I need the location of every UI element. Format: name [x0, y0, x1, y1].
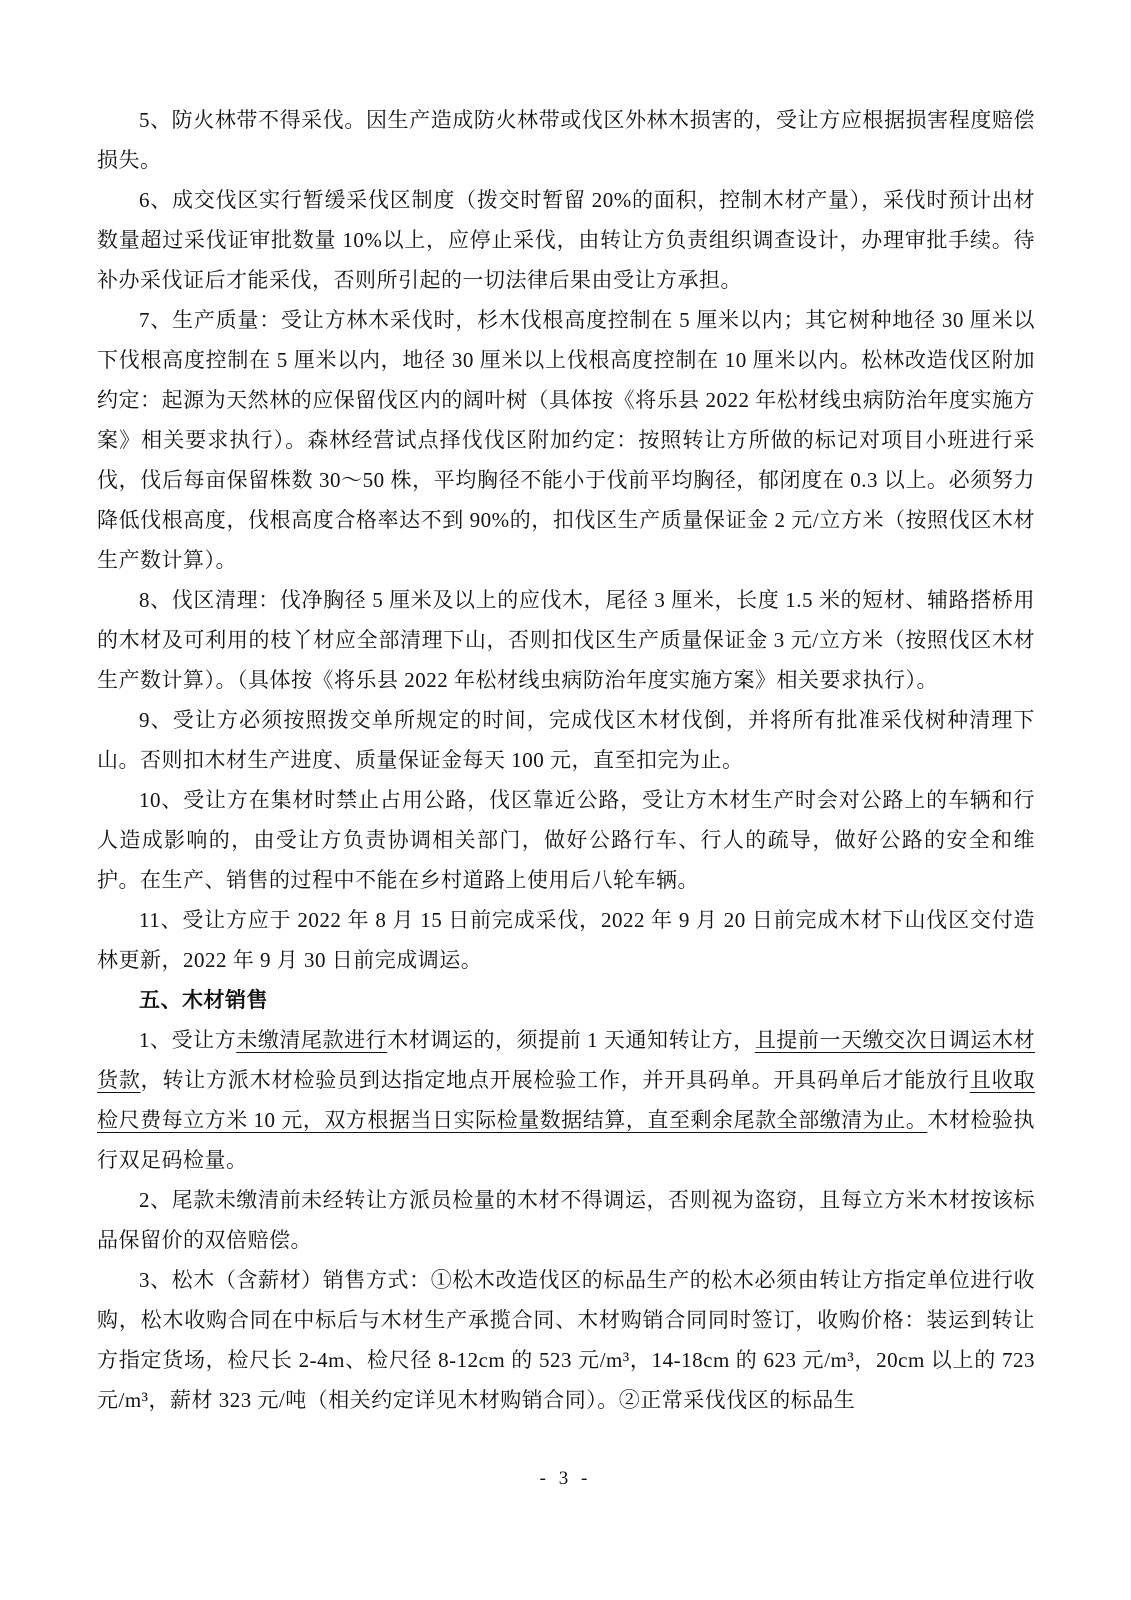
paragraph	[97, 700, 1035, 780]
underlined-text-run: 未缴清尾款进行	[236, 1028, 388, 1052]
section-heading	[97, 980, 1035, 1020]
paragraph	[97, 580, 1035, 700]
paragraph	[97, 1020, 1035, 1180]
underlined-text-run: 且收取检尺费每立方米 10 元，	[97, 1068, 1036, 1132]
page-number: - 3 -	[539, 1468, 592, 1489]
text-run: 6、成交伐区实行暂缓采伐区制度（拨交时暂留 20%的面积，控制木材产量），采伐时预计出材数量超过采伐证审批数量 10%以上，应停止采伐，由转让方负责组织调查设计，办理审批手续。待补办采伐证后才能采伐，否则所引起的一切法律后果由受让方承担。	[97, 188, 1035, 292]
text-run: 1、受让方	[139, 1028, 237, 1052]
paragraph	[97, 1260, 1035, 1420]
text-run: 9、受让方必须按照拨交单所规定的时间，完成伐区木材伐倒，并将所有批准采伐树种清理下山。否则扣木材生产进度、质量保证金每天 100 元，直至扣完为止。	[97, 708, 1035, 772]
text-run: 7、生产质量：受让方林木采伐时，杉木伐根高度控制在 5 厘米以内；其它树种地径 30 厘米以下伐根高度控制在 5 厘米以内，地径 30 厘米以上伐根高度控制在 10 厘米以内。松林改造伐区附加约定：起源为天然林的应保留伐区内的阔叶树（具体按《将乐县 2022 年松材线虫病防治年度实施方案》相关要求执行）。森林经营试点择伐伐区附加约定：按照转让方所做的标记对项目小班进行采伐，伐后每亩保留株数 30～50 株，平均胸径不能小于伐前平均胸径，郁闭度在 0.3 以上。必须努力降低伐根高度，伐根高度合格率达不到 90%的，扣伐区生产质量保证金 2 元/立方米（按照伐区木材生产数计算）。	[97, 308, 1035, 572]
text-run: 五、木材销售	[139, 988, 268, 1012]
text-run: 2、尾款未缴清前未经转让方派员检量的木材不得调运，否则视为盗窃，且每立方米木材按该标品保留价的双倍赔偿。	[97, 1188, 1035, 1252]
paragraph	[97, 100, 1035, 180]
text-run: 10、受让方在集材时禁止占用公路，伐区靠近公路，受让方木材生产时会对公路上的车辆和行人造成影响的，由受让方负责协调相关部门，做好公路行车、行人的疏导，做好公路的安全和维护。在生产、销售的过程中不能在乡村道路上使用后八轮车辆。	[97, 788, 1035, 892]
paragraph	[97, 180, 1035, 300]
paragraph	[97, 900, 1035, 980]
text-run: 8、伐区清理：伐净胸径 5 厘米及以上的应伐木，尾径 3 厘米，长度 1.5 米的短材、辅路搭桥用的木材及可利用的枝丫材应全部清理下山，否则扣伐区生产质量保证金 3 元/立方米（按照伐区木材生产数计算）。（具体按《将乐县 2022 年松材线虫病防治年度实施方案》相关要求执行）。	[97, 588, 1035, 692]
paragraph	[97, 300, 1035, 580]
text-run: ，转让方派木材检验员到达指定地点开展检验工作，并开具码单。开具码单后才能放行	[140, 1068, 970, 1092]
text-run: 木材调运的，须提前 1 天通知转让方，	[387, 1028, 755, 1052]
underlined-text-run: 双方根据当日实际检量数据结算，直至剩余尾款全部缴清为止。	[324, 1108, 928, 1132]
text-run: 5、防火林带不得采伐。因生产造成防火林带或伐区外林木损害的，受让方应根据损害程度赔偿损失。	[97, 108, 1035, 172]
document-body	[97, 100, 1035, 1420]
underlined-text-run: 且提前一天缴交次日调运木材货款	[97, 1028, 1036, 1092]
paragraph	[97, 1180, 1035, 1260]
paragraph	[97, 780, 1035, 900]
text-run: 3、松木（含薪材）销售方式：①松木改造伐区的标品生产的松木必须由转让方指定单位进行收购，松木收购合同在中标后与木材生产承揽合同、木材购销合同同时签订，收购价格：装运到转让方指定货场，检尺长 2-4m、检尺径 8-12cm 的 523 元/m³，14-18cm 的 623 元/m³，20cm 以上的 723 元/m³，薪材 323 元/吨（相关约定详见木材购销合同）。②正常采伐伐区的标品生	[97, 1268, 1035, 1412]
text-run: 木材检验执行双足码检量。	[97, 1108, 1036, 1172]
text-run: 11、受让方应于 2022 年 8 月 15 日前完成采伐，2022 年 9 月 20 日前完成木材下山伐区交付造林更新，2022 年 9 月 30 日前完成调运。	[97, 908, 1035, 972]
